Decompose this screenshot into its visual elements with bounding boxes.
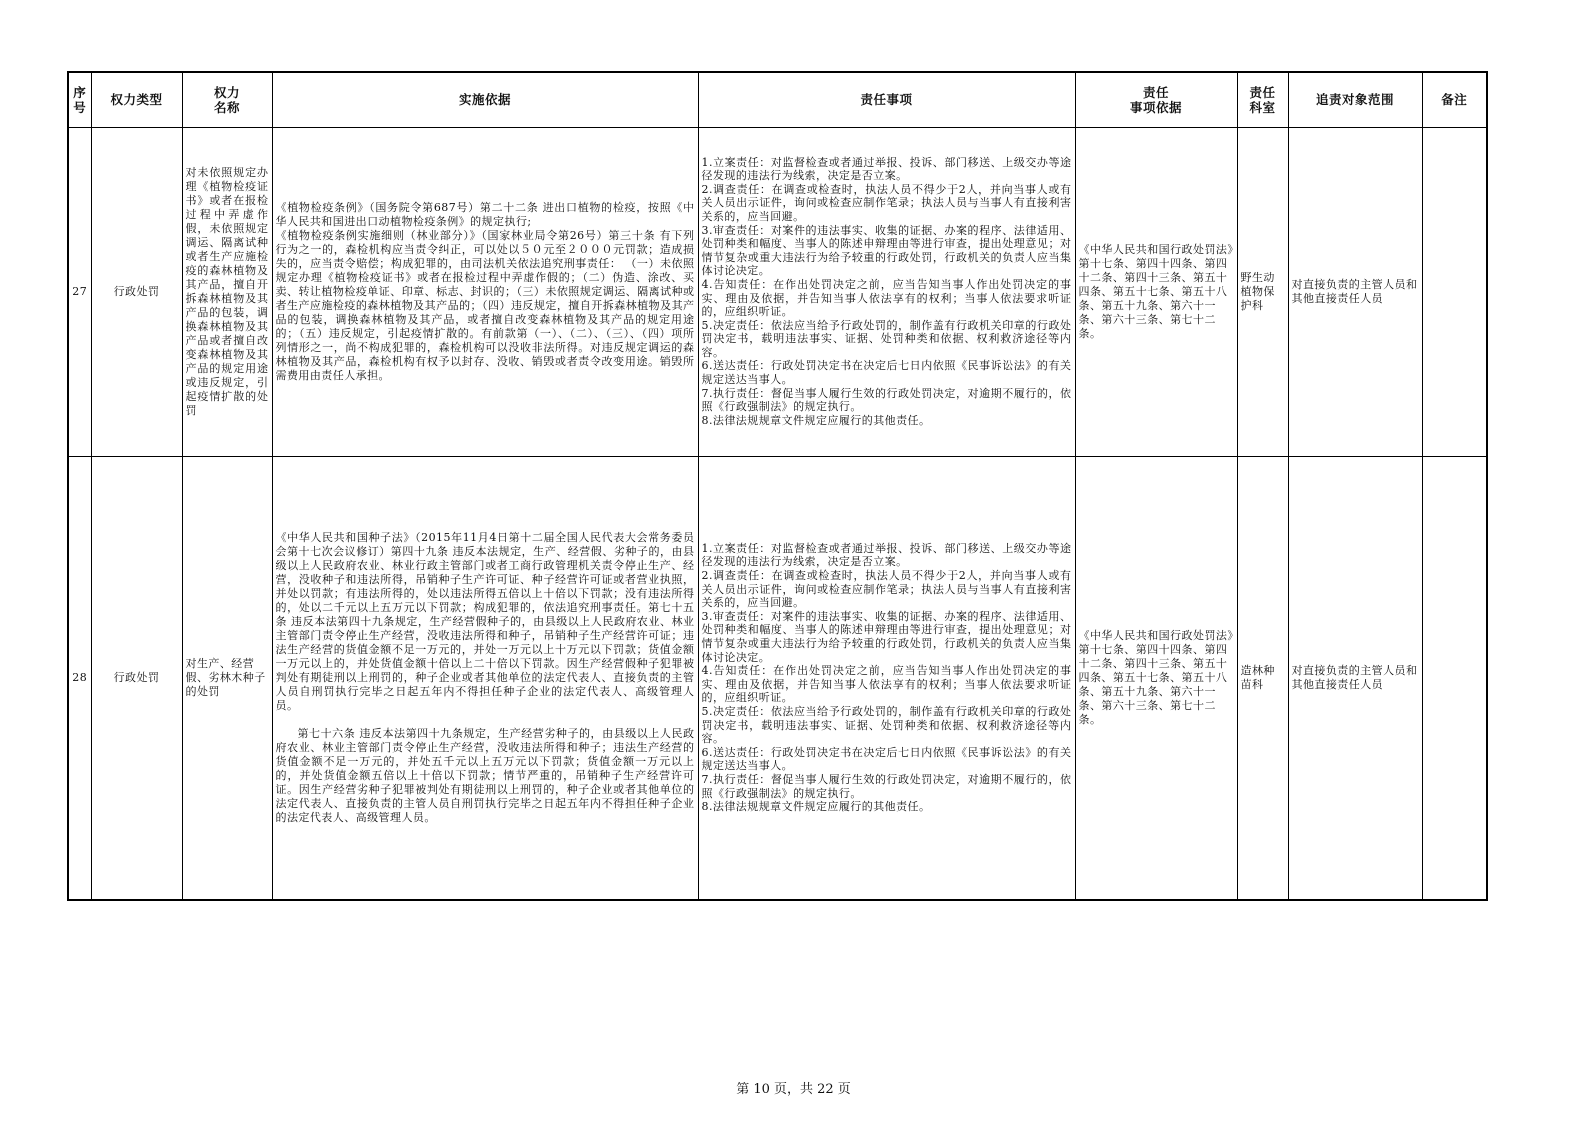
power-name-cell: 对未依照规定办理《植物检疫证书》或者在报检过程中弄虚作假，未依照规定调运、隔离试种或者生产应施检疫的森林植物及其产品，擅自开拆森林植物及其产品的包装，调换森林植物及其产品或者擅自改变森林植物及其产品的规定用途或违反规定，引起疫情扩散的处罚 [182, 127, 272, 456]
remarks-cell [1422, 127, 1487, 456]
duties-cell [698, 127, 1075, 456]
header-basis: 实施依据 [272, 72, 698, 127]
seq-cell: 27 [68, 127, 91, 456]
duty-item: 4.告知责任：在作出处罚决定之前，应当告知当事人作出处罚决定的事实、理由及依据，并告知当事人依法享有的权利；当事人依法要求听证的，应组织听证。 [701, 277, 1072, 319]
power-list-table [67, 71, 1488, 901]
header-duties: 责任事项 [698, 72, 1075, 127]
header-duty-basis: 责任 事项依据 [1075, 72, 1237, 127]
duty-basis-cell: 《中华人民共和国行政处罚法》第十七条、第四十四条、第四十二条、第四十三条、第五十四条、第五十七条、第五十八条、第五十九条、第六十一条、第六十三条、第七十二条。 [1075, 456, 1237, 900]
accountability-cell: 对直接负责的主管人员和其他直接责任人员 [1288, 127, 1422, 456]
basis-paragraph: 《植物检疫条例》（国务院令第687号）第二十二条 进出口植物的检疫，按照《中华人民共和国进出口动植物检疫条例》的规定执行; [275, 200, 695, 228]
header-seq: 序 号 [68, 72, 91, 127]
duty-basis-cell: 《中华人民共和国行政处罚法》第十七条、第四十四条、第四十二条、第四十三条、第五十四条、第五十七条、第五十八条、第五十九条、第六十一条、第六十三条、第七十二条。 [1075, 127, 1237, 456]
header-power-name: 权力 名称 [182, 72, 272, 127]
power-type-cell: 行政处罚 [91, 456, 182, 900]
power-name-cell: 对生产、经营假、劣林木种子的处罚 [182, 456, 272, 900]
header-power-type: 权力类型 [91, 72, 182, 127]
department-cell: 野生动植物保护科 [1237, 127, 1288, 456]
header-remarks: 备注 [1422, 72, 1487, 127]
basis-paragraph: 《植物检疫条例实施细则（林业部分）》（国家林业局令第26号）第三十条 有下列行为之一的，森检机构应当责令纠正，可以处以５０元至２０００元罚款；造成损失的，应当责令赔偿；构成犯罪的，由司法机关依法追究刑事责任： （一）未依照规定办理《植物检疫证书》或者在报检过程中弄虚作假的；（二）伪造、涂改、买卖、转让植物检疫单证、印章、标志、封识的；（三）未依照规定调运、隔离试种或者生产应施检疫的森林植物及其产品的；（四）违反规定，擅自开拆森林植物及其产品的包装，调换森林植物及其产品，或者擅自改变森林植物及其产品的规定用途的；（五）违反规定，引起疫情扩散的。有前款第（一）、（二）、（三）、（四）项所列情形之一，尚不构成犯罪的，森检机构可以没收非法所得。对违反规定调运的森林植物及其产品，森检机构有权予以封存、没收、销毁或者责令改变用途。销毁所需费用由责任人承担。 [275, 228, 695, 382]
duty-item: 8.法律法规规章文件规定应履行的其他责任。 [701, 413, 931, 427]
basis-cell [272, 456, 698, 900]
table-row [68, 456, 1487, 900]
duty-item: 3.审查责任：对案件的违法事实、收集的证据、办案的程序、法律适用、处罚种类和幅度、当事人的陈述申辩理由等进行审查，提出处理意见；对情节复杂或重大违法行为给予较重的行政处罚，行政机关的负责人应当集体讨论决定。 [701, 609, 1072, 664]
duty-item: 4.告知责任：在作出处罚决定之前，应当告知当事人作出处罚决定的事实、理由及依据，并告知当事人依法享有的权利；当事人依法要求听证的，应组织听证。 [701, 664, 1072, 705]
duty-item: 6.送达责任：行政处罚决定书在决定后七日内依照《民事诉讼法》的有关规定送达当事人。 [701, 745, 1072, 773]
header-accountability: 追责对象范围 [1288, 72, 1422, 127]
duty-item: 5.决定责任：依法应当给予行政处罚的，制作盖有行政机关印章的行政处罚决定书，载明违法事实、证据、处罚种类和依据、权利救济途径等内容。 [701, 318, 1072, 359]
department-cell: 造林种苗科 [1237, 456, 1288, 900]
accountability-cell: 对直接负责的主管人员和其他直接责任人员 [1288, 456, 1422, 900]
duty-item: 7.执行责任：督促当事人履行生效的行政处罚决定，对逾期不履行的，依照《行政强制法》的规定执行。 [701, 772, 1072, 800]
duty-item: 7.执行责任：督促当事人履行生效的行政处罚决定，对逾期不履行的，依照《行政强制法》的规定执行。 [701, 386, 1072, 414]
duty-item: 2.调查责任：在调查或检查时，执法人员不得少于2人，并向当事人或有关人员出示证件，询问或检查应制作笔录；执法人员与当事人有直接利害关系的，应当回避。 [701, 182, 1072, 223]
table-header-row [68, 72, 1487, 127]
duties-cell [698, 456, 1075, 900]
basis-cell [272, 127, 698, 456]
basis-paragraph: 《中华人民共和国种子法》（2015年11月4日第十二届全国人民代表大会常务委员会第十七次会议修订）第四十九条 违反本法规定，生产、经营假、劣种子的，由县级以上人民政府农业、林业行政主管部门或者工商行政管理机关责令停止生产、经营，没收种子和违法所得，吊销种子生产许可证、种子经营许可证或者营业执照，并处以罚款；有违法所得的，处以违法所得五倍以上十倍以下罚款；没有违法所得的，处以二千元以上五万元以下罚款；构成犯罪的，依法追究刑事责任。第七十五条 违反本法第四十九条规定，生产经营假种子的，由县级以上人民政府农业、林业主管部门责令停止生产经营，没收违法所得和种子，吊销种子生产经营许可证；违法生产经营的货值金额不足一万元的，并处一万元以上十万元以下罚款；货值金额一万元以上的，并处货值金额十倍以上二十倍以下罚款。因生产经营假种子犯罪被判处有期徒刑以上刑罚的，种子企业或者其他单位的法定代表人、直接负责的主管人员自刑罚执行完毕之日起五年内不得担任种子企业的法定代表人、高级管理人员。 [275, 530, 695, 712]
duty-item: 1.立案责任：对监督检查或者通过举报、投诉、部门移送、上级交办等途径发现的违法行为线索，决定是否立案。 [701, 541, 1072, 569]
duty-item: 3.审查责任：对案件的违法事实、收集的证据、办案的程序、法律适用、处罚种类和幅度、当事人的陈述申辩理由等进行审查，提出处理意见；对情节复杂或重大违法行为给予较重的行政处罚，行政机关的负责人应当集体讨论决定。 [701, 223, 1072, 278]
duty-item: 5.决定责任：依法应当给予行政处罚的，制作盖有行政机关印章的行政处罚决定书，载明违法事实、证据、处罚种类和依据、权利救济途径等内容。 [701, 704, 1072, 746]
basis-paragraph: 第七十六条 违反本法第四十九条规定，生产经营劣种子的，由县级以上人民政府农业、林业主管部门责令停止生产经营，没收违法所得和种子；违法生产经营的货值金额不足一万元的，并处五千元以上五万元以下罚款；货值金额一万元以上的，并处货值金额五倍以上十倍以下罚款；情节严重的，吊销种子生产经营许可证。因生产经营劣种子犯罪被判处有期徒刑以上刑罚的，种子企业或者其他单位的法定代表人、直接负责的主管人员自刑罚执行完毕之日起五年内不得担任种子企业的法定代表人、高级管理人员。 [275, 726, 695, 824]
duty-item: 1.立案责任：对监督检查或者通过举报、投诉、部门移送、上级交办等途径发现的违法行为线索，决定是否立案。 [701, 155, 1072, 183]
duty-item: 2.调查责任：在调查或检查时，执法人员不得少于2人，并向当事人或有关人员出示证件，询问或检查应制作笔录；执法人员与当事人有直接利害关系的，应当回避。 [701, 569, 1072, 610]
duty-item: 8.法律法规规章文件规定应履行的其他责任。 [701, 800, 931, 814]
duty-item: 6.送达责任：行政处罚决定书在决定后七日内依照《民事诉讼法》的有关规定送达当事人。 [701, 359, 1072, 387]
page-number-footer: 第 10 页，共 22 页 [736, 1082, 851, 1097]
table-row [68, 127, 1487, 456]
seq-cell: 28 [68, 456, 91, 900]
remarks-cell [1422, 456, 1487, 900]
power-type-cell: 行政处罚 [91, 127, 182, 456]
header-department: 责任 科室 [1237, 72, 1288, 127]
